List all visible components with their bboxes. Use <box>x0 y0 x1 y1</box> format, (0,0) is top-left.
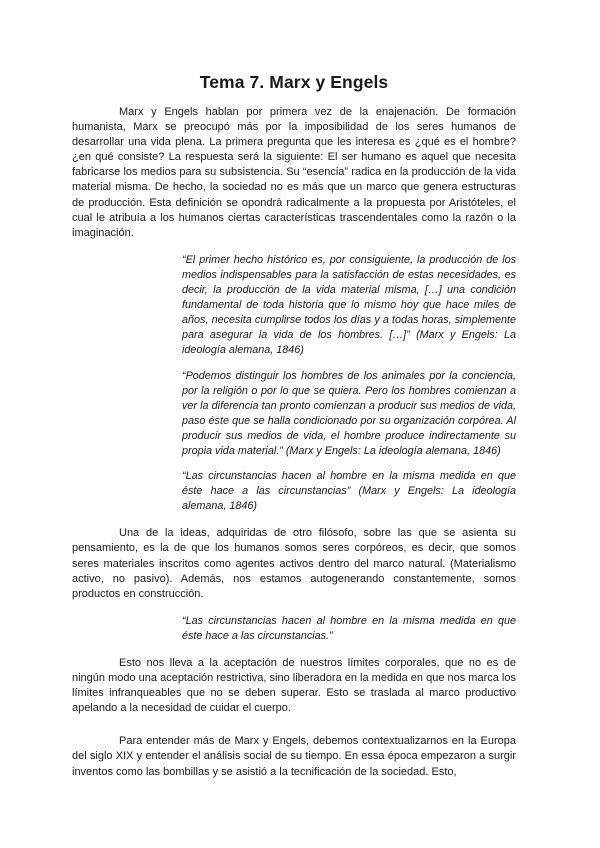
paragraph-intro: Marx y Engels hablan por primera vez de la enajenación. De formación humanista, Marx se preocupó más por la imposibilidad de los seres humanos de desarrollar una vida plena. La primera pregunta que les interesa es ¿qué es el hombre?¿en qué consiste? La respuesta será la siguiente: El ser humano es aquel que necesita fabricarse los medios para su subsistencia. Su “esencia” radica en la producción de la vida material misma. De hecho, la sociedad no es más que un marco que genera estructuras de producción. Esta definición se opondrá radicalmente a la propuesta por Aristóteles, el cual le atribuía a los humanos ciertas características trascendentales como la razón o la imaginación. <box>72 106 516 239</box>
quote-primer-hecho: “El primer hecho histórico es, por consiguiente, la producción de los medios indispensables para la satisfacción de estas necesidades, es decir, la producción de la vida material misma, […] una condición fundamental de toda historia que lo mismo hoy que hace miles de años, necesita cumplirse todos los días y a todas horas, simplemente para asegurar la vida de los hombres. […]” (Marx y Engels: La ideología alemana, 1846) <box>182 253 516 357</box>
paragraph-contexto: Para entender más de Marx y Engels, debemos contextualizarnos en la Europa del siglo XIX y entender el análisis social de su tiempo. En essa época empezaron a surgir inventos como las bombillas y se asistió a la tecnificación de la sociedad. Esto, <box>72 735 516 778</box>
paragraph-limites: Esto nos lleva a la aceptación de nuestros límites corporales, que no es de ningún modo una aceptación restrictiva, sino liberadora en la medida en que nos marca los límites infranqueables que no se deben superar. Esto se traslada al marco productivo apelando a la necesidad de cuidar el cuerpo. <box>72 657 516 715</box>
quote-circunstancias-2: “Las circunstancias hacen al hombre en la misma medida en que éste hace a las circunstancias.” <box>182 614 516 642</box>
quote-circunstancias-1: “Las circunstancias hacen al hombre en la misma medida en que éste hace a las circunstancias” (Marx y Engels: La ideología alemana, 1846) <box>182 470 516 513</box>
paragraph-corporeos: Una de la ideas, adquiridas de otro filósofo, sobre las que se asienta su pensamiento, es la de que los humanos somos seres corpóreos, es decir, que somos seres materiales inscritos como agentes activos dentro del marco natural. (Materialismo activo, no pasivo). Además, nos estamos autogenerando constantemente, somos productos en construcción. <box>72 527 516 600</box>
page-title: Tema 7. Marx y Engels <box>199 72 389 92</box>
quote-distinguir-hombres: “Podemos distinguir los hombres de los animales por la conciencia, por la religión o por lo que se quiera. Pero los hombres comienzan a ver la diferencia tan pronto comienzan a producir sus medios de vida, paso éste que se halla condicionado por su organización corpórea. Al producir sus medios de vida, el hombre produce indirectamente su propia vida material.” (Marx y Engels: La ideología alemana, 1846) <box>182 369 516 457</box>
